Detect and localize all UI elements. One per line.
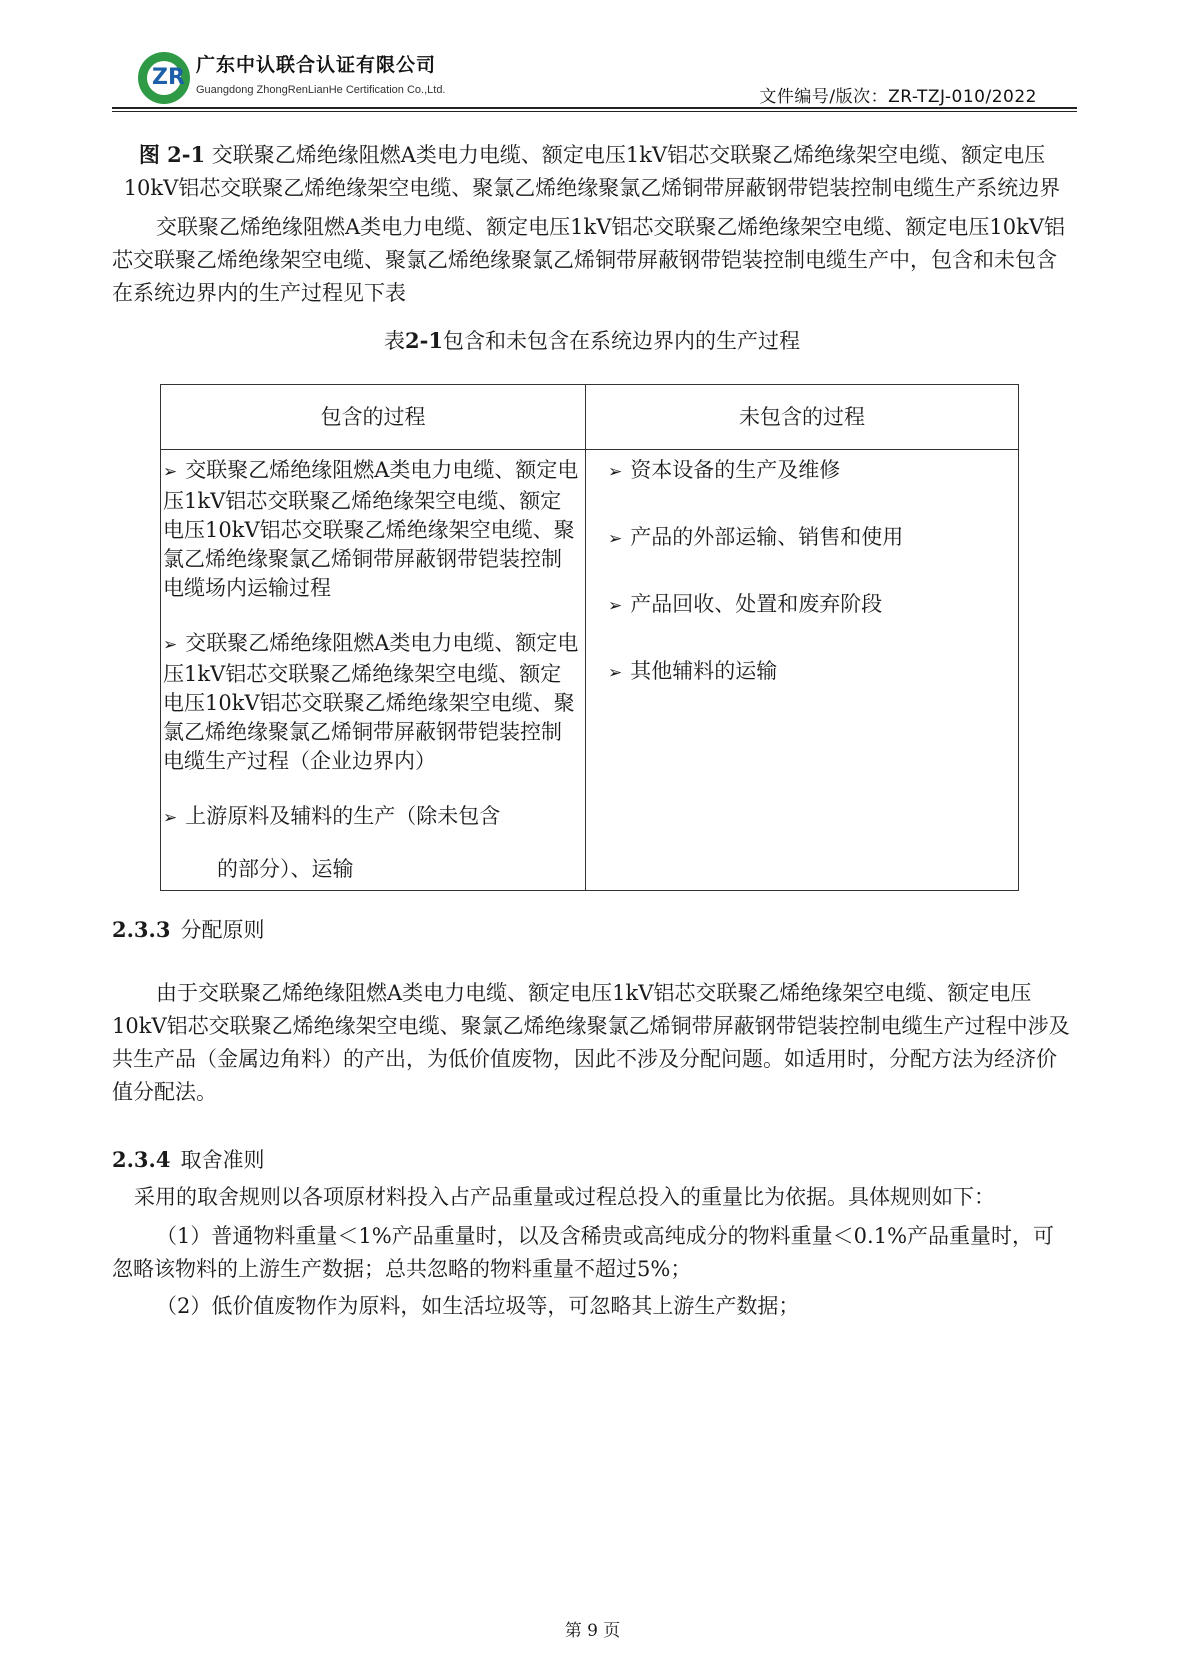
section-2-3-4-body: 采用的取舍规则以各项原材料投入占产品重量或过程总投入的重量比为依据。具体规则如下：	[134, 1185, 995, 1209]
excluded-cell	[586, 450, 1019, 891]
figure-caption-text: 交联聚乙烯绝缘阻燃A类电力电缆、额定电压1kV铝芯交联聚乙烯绝缘架空电缆、额定电压10kV铝芯交联聚乙烯绝缘架空电缆、聚氯乙烯绝缘聚氯乙烯铜带屏蔽钢带铠装控制电缆生产系统边界	[123, 143, 1061, 200]
company-name-cn: 广东中认联合认证有限公司	[196, 54, 437, 76]
included-cell	[161, 450, 586, 891]
arrow-bullet-icon: ➢	[608, 596, 623, 616]
arrow-bullet-icon: ➢	[163, 808, 178, 828]
section-2-3-3-body: 由于交联聚乙烯绝缘阻燃A类电力电缆、额定电压1kV铝芯交联聚乙烯绝缘架空电缆、额定电压10kV铝芯交联聚乙烯绝缘架空电缆、聚氯乙烯绝缘聚氯乙烯铜带屏蔽钢带铠装控制电缆生产过程中涉及共生产品（金属边角料）的产出，为低价值废物，因此不涉及分配问题。如适用时，分配方法为经济价值分配法。	[112, 981, 1070, 1104]
intro-paragraph: 交联聚乙烯绝缘阻燃A类电力电缆、额定电压1kV铝芯交联聚乙烯绝缘架空电缆、额定电压10kV铝芯交联聚乙烯绝缘架空电缆、聚氯乙烯绝缘聚氯乙烯铜带屏蔽钢带铠装控制电缆生产中，包含和未包含在系统边界内的生产过程见下表	[112, 215, 1066, 305]
rule-item-1: （1）普通物料重量＜1%产品重量时，以及含稀贵或高纯成分的物料重量＜0.1%产品重量时，可忽略该物料的上游生产数据；总共忽略的物料重量不超过5%；	[112, 1224, 1055, 1281]
list-item: ➢ 其他辅料的运输	[608, 659, 778, 683]
header-rule-thin	[112, 111, 1077, 112]
list-item: ➢ 交联聚乙烯绝缘阻燃A类电力电缆、额定电压1kV铝芯交联聚乙烯绝缘架空电缆、额定电压10kV铝芯交联聚乙烯绝缘架空电缆、聚氯乙烯绝缘聚氯乙烯铜带屏蔽钢带铠装控制电缆生产过程（企业边界内）	[163, 631, 579, 773]
list-item-continuation: 的部分）、运输	[217, 857, 354, 881]
document-number: 文件编号/版次：ZR-TZJ-010/2022	[759, 87, 1037, 107]
section-heading-2-3-3: 2.3.3 分配原则	[112, 917, 265, 942]
figure-caption	[112, 138, 1072, 205]
arrow-bullet-icon: ➢	[608, 663, 623, 683]
section-heading-2-3-4: 2.3.4 取舍准则	[112, 1147, 265, 1172]
arrow-bullet-icon: ➢	[608, 462, 623, 482]
page-header	[112, 40, 1077, 112]
table-header-row	[161, 385, 1019, 450]
list-item: ➢ 产品的外部运输、销售和使用	[608, 525, 904, 549]
figure-label: 图 2-1	[138, 142, 206, 167]
table-title: 表2-1包含和未包含在系统边界内的生产过程	[384, 328, 800, 353]
page-number: 第 9 页	[564, 1621, 621, 1641]
header-rule	[112, 107, 1077, 109]
column-header-included: 包含的过程	[161, 385, 586, 450]
list-item: ➢ 交联聚乙烯绝缘阻燃A类电力电缆、额定电压1kV铝芯交联聚乙烯绝缘架空电缆、额定电压10kV铝芯交联聚乙烯绝缘架空电缆、聚氯乙烯绝缘聚氯乙烯铜带屏蔽钢带铠装控制电缆场内运输过程	[163, 458, 579, 600]
column-header-excluded: 未包含的过程	[586, 385, 1019, 450]
rule-item-2: （2）低价值废物作为原料，如生活垃圾等，可忽略其上游生产数据；	[156, 1294, 800, 1318]
process-boundary-table	[160, 384, 1019, 891]
page-content	[112, 138, 1072, 1323]
arrow-bullet-icon: ➢	[163, 635, 178, 655]
company-logo-icon: ZR	[138, 52, 190, 104]
list-item: ➢ 上游原料及辅料的生产（除未包含 的部分）、运输	[163, 802, 581, 884]
table-row	[161, 450, 1019, 891]
list-item: ➢ 资本设备的生产及维修	[608, 458, 841, 482]
company-name-en: Guangdong ZhongRenLianHe Certification Co.,Ltd.	[196, 84, 446, 96]
arrow-bullet-icon: ➢	[608, 529, 623, 549]
table-label: 2-1	[405, 328, 443, 353]
arrow-bullet-icon: ➢	[163, 462, 178, 482]
list-item: ➢ 产品回收、处置和废弃阶段	[608, 592, 883, 616]
